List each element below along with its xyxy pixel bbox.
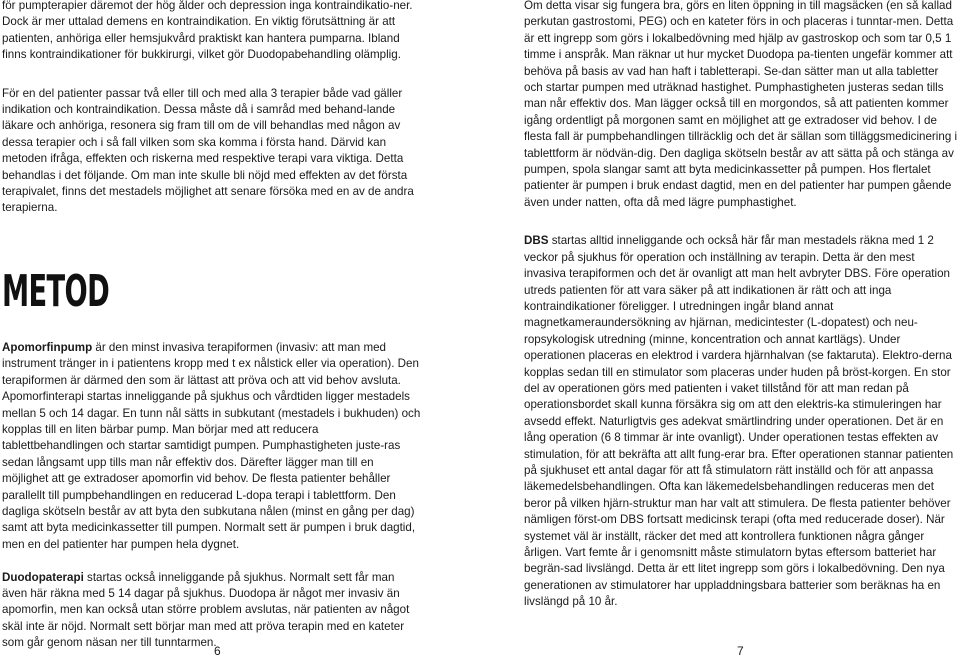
apomorfin-paragraph (2, 340, 422, 553)
dbs-paragraph (524, 233, 959, 610)
peg-paragraph: Om detta visar sig fungera bra, görs en liten öppning in till magsäcken (en så kallad perkutan gastrostomi, PEG) och en kateter förs in och placeras i tunntar-men. Detta är ett ingrepp som görs i lokalbedövning med hjälp av gastroskop och som tar 0,5 1 timme i anspråk. Man räknar ut hur mycket Duodopa pa-tienten ungefär kommer att behöva på basis av vad han haft i tabletterapi. Se-dan sätter man ut alla tabletter och startar pumpen med uträknad hastighet. Pumphastigheten justeras sedan tills man når effektiv dos. Man lägger också till en morgondos, så att patienten kommer igång ordentligt på morgonen samt en möjlighet att ge extradoser vid behov. I de flesta fall är pumpbehandlingen tillräcklig och det är sällan som tilläggsmedicinering i tablettform är nödvän-dig. Den dagliga skötseln består av att sätta på och stänga av pumpen, spola slangar samt att byta medicinkassetter på pumpen. Hos flertalet patienter är pumpen i bruk endast dagtid, men en del patienter har pumpen gående även under natten, ofta då med lägre pumphastighet. (524, 0, 958, 209)
apomorfin-text: är den minst invasiva terapiformen (invasiv: att man med instrument tränger in i patientens kropp med t ex nålstick eller via operation). Den terapiformen är därmed den som är lättast att pröva och att vid behov avsluta. Apomorfinterapi startas inneliggande på sjukhus och vårdtiden ligger mestadels mellan 5 och 14 dagar. En tunn nål sätts in subkutant (mestadels i bukhuden) och kopplas till en liten bärbar pump. Man börjar med att reducera tablettbehandlingen och startar samtidigt pumpen. Pumphastigheten juste-ras sedan långsamt upp tills man når effektiv dos. Därefter lägger man till en möjlighet att ge extradoser apomorfin vid behov. De flesta patienter behåller parallellt till pumpbehandlingen en reducerad L-dopa terapi i tablettform. Den dagliga skötseln består av att byta den subkutana nålen (minst en gång per dag) samt att byta medicinkassetter till pumpen. Normalt sett är pumpen i bruk dagtid, men en del patienter har pumpen hela dygnet. (2, 341, 421, 551)
page-number-left: 6 (214, 644, 221, 658)
section-heading-metod: METOD (2, 266, 110, 317)
therapy-choice-paragraph: För en del patienter passar två eller till och med alla 3 terapier både vad gäller indikation och kontraindikation. Dessa måste då i samråd med behand-lande läkare och anhöriga, resonera sig fram till om de vill behandlas med någon av dessa terapier och i så fall vilken som ska komma i första hand. Därvid kan metoden ifråga, effekten och riskerna med respektive terapi vara viktiga. Detta behandlas i det följande. Om man inte skulle bli nöjd med effekten av det första terapivalet, finns det mestadels möjlighet att senare försöka med en av de andra terapierna. (2, 86, 414, 215)
page-number-right: 7 (737, 644, 744, 658)
left-column (2, 0, 422, 217)
duodopa-paragraph (2, 570, 422, 652)
right-column (524, 0, 959, 611)
duodopa-term: Duodopaterapi (2, 570, 84, 584)
duodopa-text: startas också inneliggande på sjukhus. Normalt sett får man även här räkna med 5 14 dagar på sjukhus. Duodopa är något mer invasiv än apomorfin, men kan också utan större problem avslutas, när patienten av något skäl inte är nöjd. Normalt sett börjar man med att pröva terapin med en kateter som går genom näsan ner till tunntarmen. (2, 570, 410, 650)
left-column-methods (2, 340, 422, 652)
intro-paragraph: för pumpterapier däremot der hög ålder och depression inga kontraindikatio-ner. Dock är mer uttalad demens en kontraindikation. En viktig förutsättning är att patienten, anhöriga eller hemsjukvård praktiskt kan hantera pumparna. Ibland finns kontraindikationer för bukkirurgi, vilket gör Duodopabehandling olämplig. (2, 0, 413, 62)
dbs-text: startas alltid inneliggande och också här får man mestadels räkna med 1 2 veckor på sjukhus för operation och inställning av terapin. Detta är den mest invasiva terapiformen och det är ovanligt att man helt avbryter DBS. Före operation utreds patienten för att vara säker på att indikationen är rätt och att inga kontraindikationer föreligger. I utredningen ingår bland annat magnetkameraundersökning av hjärnan, medicintester (L-dopatest) och neu-ropsykologisk utredning (minne, koncentration och annat kartlägs). Under operationen placeras en elektrod i vardera hjärnhalvan (se faktaruta). Elektro-derna kopplas sedan till en stimulator som placeras under huden på bröst-korgen. En stor del av operationen görs med patienten i vaket tillstånd för att man redan på operationsbordet skall kunna försäkra sig om att den elektris-ka stimuleringen har avsedd effekt. Naturligtvis ges adekvat smärtlindring under operationen. Det är en lång operation (6 8 timmar är inte ovanligt). Under operationen testas effekten av stimulation, för att bekräfta att allt fung-erar bra. Efter operationen stannar patienten på sjukhuset ett antal dagar för att få stimulatorn rätt inställd och för att anpassa läkemedelsbehandlingen. Ofta kan läkemedelsbehandlingen reduceras men det beror på vilken hjärn-struktur man har valt att stimulera. De flesta patienter behöver nämligen först-om DBS fortsatt medicinsk terapi (ofta med reducerade doser). När systemet väl är inställt, räcker det med att kontrollera funktionen några gånger årligen. Vart femte år i genomsnitt måste stimulatorn bytas eftersom batteriet har begrän-sad livslängd. Detta är ett litet ingrepp som görs i lokalbedövning. Den nya generationen av stimulatorer har uppladdningsbara batterier som beräknas ha en livslängd på 10 år. (524, 234, 954, 609)
apomorfin-term: Apomorfinpump (2, 341, 93, 354)
dbs-term: DBS (524, 234, 549, 248)
